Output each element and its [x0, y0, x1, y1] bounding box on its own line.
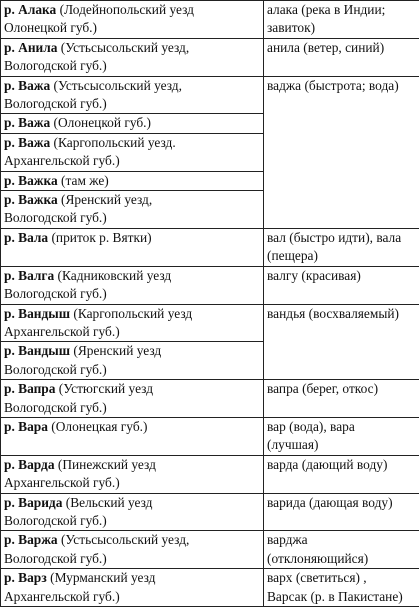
- river-location: (Олонецкая губ.): [48, 419, 148, 434]
- table-row: [1, 304, 419, 342]
- etymology-cell: [264, 417, 419, 455]
- table-row: [1, 266, 419, 304]
- river-location: Архангельской губ.): [4, 152, 260, 170]
- river-name: р. Алака: [4, 2, 56, 17]
- etymology-cell: [264, 455, 419, 493]
- etymology-text: вапра (берег, откос): [267, 380, 416, 398]
- river-location: (там же): [58, 173, 109, 188]
- river-name: р. Варз: [4, 570, 47, 585]
- etymology-cell: [264, 569, 419, 607]
- etymology-text: вал (быстро идти), вала: [267, 229, 416, 247]
- river-location: (Кадниковский уезд: [54, 268, 171, 283]
- river-location: (Каргопольский уезд: [70, 306, 192, 321]
- etymology-text: Варсак (р. в Пакистане): [267, 588, 416, 606]
- river-name-cell: [1, 455, 264, 493]
- etymology-cell: [264, 493, 419, 531]
- river-location: Архангельской губ.): [4, 474, 260, 492]
- river-name-cell: [1, 133, 264, 171]
- river-location: (приток р. Вятки): [48, 230, 152, 245]
- river-name-cell: [1, 493, 264, 531]
- river-name: р. Важа: [4, 78, 50, 93]
- etymology-cell: [264, 531, 419, 569]
- etymology-cell: [264, 228, 419, 266]
- etymology-text: (лучшая): [267, 436, 416, 454]
- etymology-cell: [264, 266, 419, 304]
- river-name-cell: [1, 171, 264, 190]
- table-row: [1, 76, 419, 114]
- river-name: р. Вала: [4, 230, 48, 245]
- river-location: Олонецкой губ.): [4, 19, 260, 37]
- river-name: р. Варида: [4, 495, 62, 510]
- river-location: Вологодской губ.): [4, 512, 260, 530]
- river-name-cell: [1, 76, 264, 114]
- etymology-cell: [264, 304, 419, 380]
- etymology-text: варида (дающая воду): [267, 494, 416, 512]
- river-name: р. Варда: [4, 457, 55, 472]
- etymology-cell: [264, 76, 419, 228]
- etymology-text: (пещера): [267, 247, 416, 265]
- river-location: (Устюгский уезд: [55, 381, 153, 396]
- river-location: (Каргопольский уезд.: [50, 135, 176, 150]
- table-row: [1, 380, 419, 418]
- etymology-text: варджа: [267, 531, 416, 549]
- river-location: (Олонецкой губ.): [50, 115, 151, 130]
- river-location: Вологодской губ.): [4, 209, 260, 227]
- river-location: (Устьсысольский уезд,: [50, 78, 182, 93]
- river-name-cell: [1, 342, 264, 380]
- etymology-cell: [264, 1, 419, 39]
- river-name-cell: [1, 266, 264, 304]
- etymology-text: (отклоняющийся): [267, 550, 416, 568]
- etymology-text: валгу (красивая): [267, 267, 416, 285]
- river-location: (Устьсысольский уезд,: [57, 40, 189, 55]
- river-location: Вологодской губ.): [4, 550, 260, 568]
- river-location: Вологодской губ.): [4, 285, 260, 303]
- river-name: р. Вандыш: [4, 306, 70, 321]
- river-location: (Устьсысольский уезд,: [58, 532, 190, 547]
- river-name-cell: [1, 380, 264, 418]
- river-name-cell: [1, 228, 264, 266]
- river-name-cell: [1, 569, 264, 607]
- river-name-cell: [1, 191, 264, 229]
- table-row: [1, 455, 419, 493]
- etymology-text: вар (вода), вара: [267, 418, 416, 436]
- river-name-cell: [1, 304, 264, 342]
- river-name-cell: [1, 531, 264, 569]
- river-name: р. Вара: [4, 419, 48, 434]
- river-name: р. Вандыш: [4, 343, 70, 358]
- table-row: [1, 228, 419, 266]
- river-location: Вологодской губ.): [4, 57, 260, 75]
- river-location: (Лодейнопольский уезд: [56, 2, 194, 17]
- etymology-text: анила (ветер, синий): [267, 39, 416, 57]
- river-name: р. Важка: [4, 173, 58, 188]
- table-row: [1, 569, 419, 607]
- table-row: [1, 493, 419, 531]
- river-location: Архангельской губ.): [4, 323, 260, 341]
- river-location: (Пинежский уезд: [55, 457, 156, 472]
- river-location: Вологодской губ.): [4, 361, 260, 379]
- table-row: [1, 417, 419, 455]
- river-name: р. Важа: [4, 135, 50, 150]
- river-name-cell: [1, 114, 264, 133]
- river-name-cell: [1, 1, 264, 39]
- river-location: (Яренский уезд,: [58, 192, 153, 207]
- river-name: р. Валга: [4, 268, 54, 283]
- river-name: р. Важка: [4, 192, 58, 207]
- river-name: р. Варжа: [4, 532, 58, 547]
- table-row: [1, 531, 419, 569]
- river-location: (Мурманский уезд: [47, 570, 156, 585]
- table-row: [1, 1, 419, 39]
- river-name: р. Важа: [4, 115, 50, 130]
- river-name: р. Анила: [4, 40, 57, 55]
- etymology-text: варда (дающий воду): [267, 456, 416, 474]
- river-name: р. Вапра: [4, 381, 55, 396]
- river-location: (Яренский уезд: [70, 343, 161, 358]
- etymology-cell: [264, 38, 419, 76]
- etymology-text: ваджа (быстрота; вода): [267, 77, 416, 95]
- etymology-text: завиток): [267, 19, 416, 37]
- river-location: Вологодской губ.): [4, 399, 260, 417]
- river-name-cell: [1, 38, 264, 76]
- river-location: (Вельский уезд: [62, 495, 152, 510]
- river-location: Вологодской губ.): [4, 95, 260, 113]
- river-name-cell: [1, 417, 264, 455]
- river-location: Архангельской губ.): [4, 588, 260, 606]
- etymology-text: варх (светиться) ,: [267, 569, 416, 587]
- etymology-cell: [264, 380, 419, 418]
- etymology-text: вандья (восхваляемый): [267, 305, 416, 323]
- table-row: [1, 38, 419, 76]
- etymology-text: алака (река в Индии;: [267, 1, 416, 19]
